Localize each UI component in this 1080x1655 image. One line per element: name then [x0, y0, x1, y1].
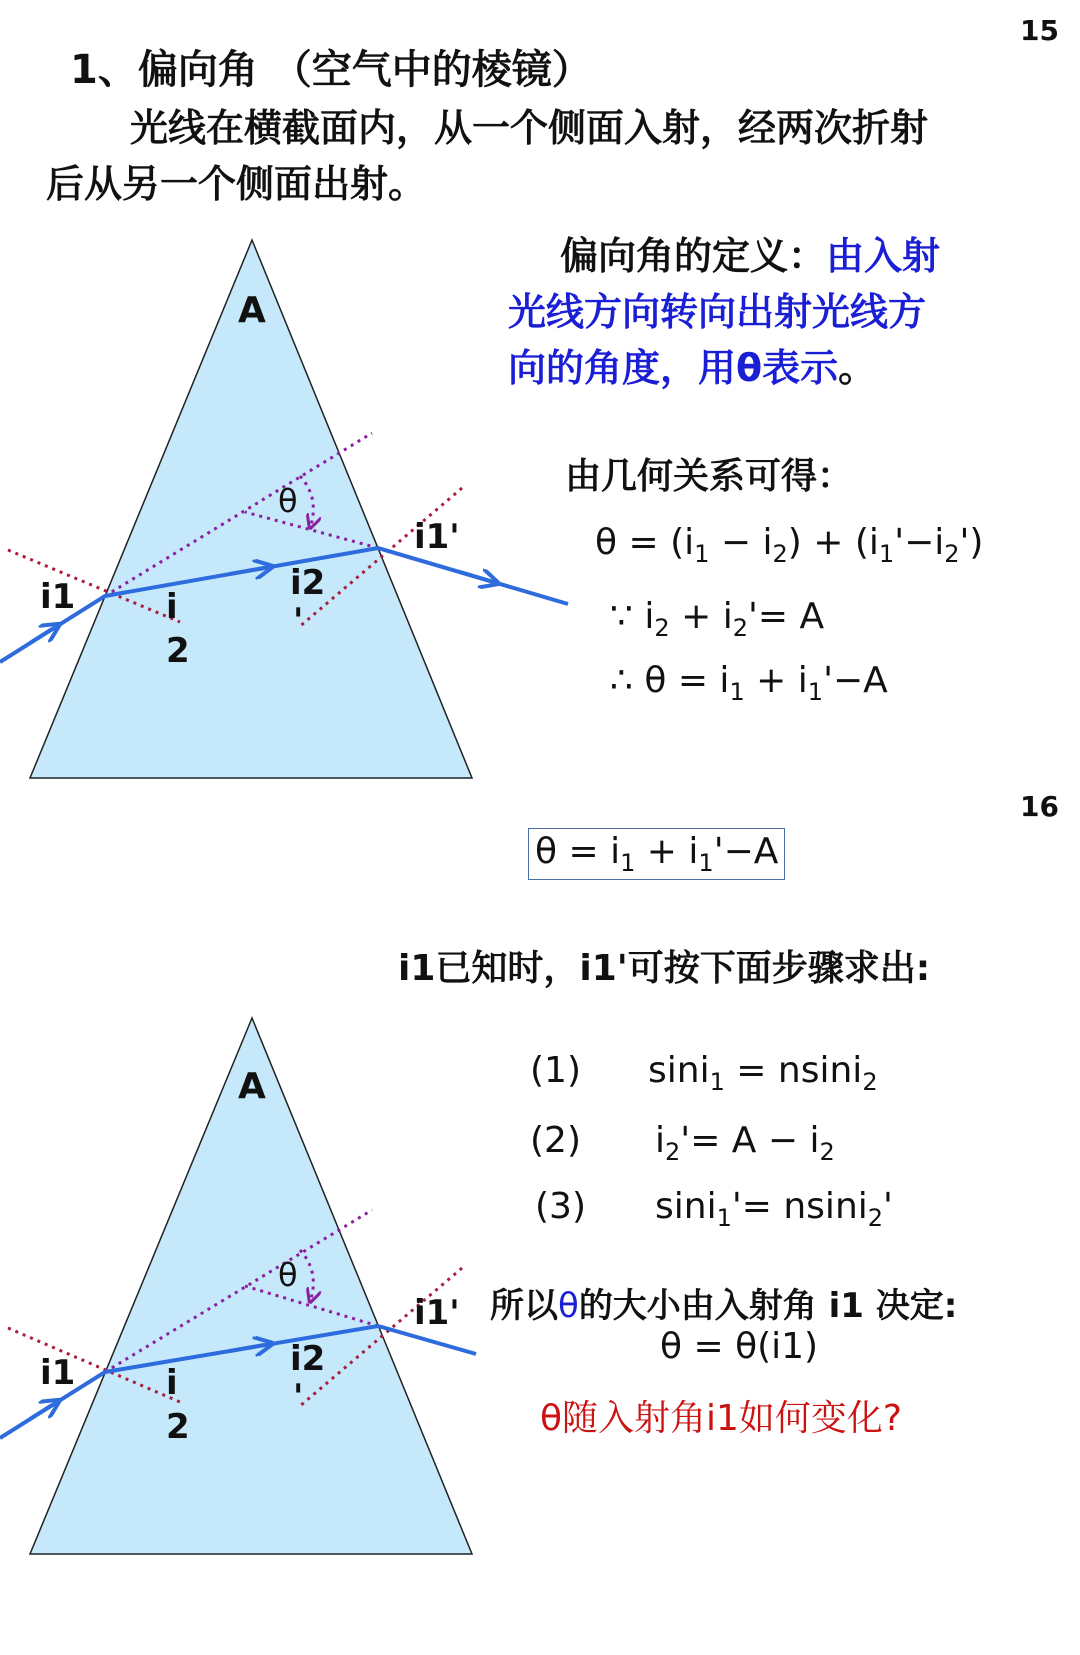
ray-arrow-in — [30, 1405, 52, 1419]
step-sub: 2 — [665, 1138, 681, 1167]
eq3-part: + i — [744, 660, 808, 701]
definition-line-2: 光线方向转向出射光线方 — [508, 290, 927, 334]
step-1 — [530, 1050, 581, 1091]
step-3-formula — [655, 1186, 893, 1232]
eq1-part: θ = (i — [595, 522, 695, 563]
boxed-sub: 1 — [698, 849, 714, 878]
apex-label: A — [238, 290, 266, 331]
i2p-mark: ' — [293, 1377, 304, 1417]
eq3-sub: 1 — [807, 678, 824, 707]
boxed-sub: 1 — [620, 849, 636, 878]
step-part: sini — [655, 1186, 717, 1227]
section-title: 1、偏向角 （空气中的棱镜） — [70, 47, 592, 93]
equation-1 — [595, 522, 983, 568]
definition-line-1 — [560, 228, 940, 284]
step-sub: 2 — [862, 1068, 878, 1097]
apex-label: A — [238, 1066, 266, 1107]
eq1-sub: 1 — [878, 540, 895, 569]
eq2-part: '= A — [747, 596, 825, 637]
step-3 — [535, 1186, 586, 1227]
step-part: ' — [883, 1186, 893, 1227]
step-2 — [530, 1120, 581, 1161]
eq1-sub: 1 — [694, 540, 710, 569]
i2-label: i — [166, 1363, 178, 1403]
theta-label: θ — [278, 482, 298, 520]
ray-arrow-in — [30, 629, 52, 643]
i2-label: i — [166, 587, 178, 627]
step-label: (1) — [530, 1050, 581, 1091]
step-part: '= A − i — [680, 1120, 820, 1161]
definition-end: 。 — [838, 346, 877, 390]
eq2-sub: 2 — [732, 614, 748, 643]
intro-line-1: 光线在横截面内，从一个侧面入射，经两次折射 — [130, 106, 929, 150]
eq1-sub: 2 — [772, 540, 788, 569]
eq1-part: ') — [959, 522, 984, 563]
step-label: (3) — [535, 1186, 586, 1227]
boxed-formula — [528, 828, 785, 880]
i1-label: i1 — [40, 577, 76, 617]
step-sub: 2 — [867, 1204, 884, 1233]
page-number-16: 16 — [1020, 790, 1059, 823]
step-label: (2) — [530, 1120, 581, 1161]
step-1-formula — [648, 1050, 878, 1096]
eq1-sub: 2 — [944, 540, 960, 569]
eq2-sub: 2 — [654, 614, 670, 643]
intro-line-2: 后从另一个侧面出射。 — [46, 162, 427, 206]
step-sub: 2 — [819, 1138, 835, 1167]
i2-sub-label: 2 — [166, 1407, 190, 1447]
eq1-part: ) + (i — [787, 522, 879, 563]
step-2-formula — [655, 1120, 835, 1166]
conclusion-formula: θ = θ(i1) — [660, 1326, 819, 1367]
conclusion-line — [490, 1278, 957, 1327]
eq2-part: + i — [669, 596, 733, 637]
i2p-mark: ' — [293, 601, 304, 641]
i1p-label: i1' — [414, 517, 460, 557]
conclusion-question: θ随入射角i1如何变化? — [540, 1398, 903, 1439]
i2p-label: i2 — [290, 1339, 326, 1379]
step-part: i — [655, 1120, 666, 1161]
step-part: '= nsini — [731, 1186, 868, 1227]
equation-3 — [610, 660, 888, 706]
eq1-part: '−i — [894, 522, 945, 563]
page-number-15: 15 — [1020, 14, 1059, 47]
prism-diagram-bottom — [0, 1010, 520, 1570]
theta-label: θ — [278, 1256, 298, 1294]
conclusion-post: 的大小由入射角 i1 决定: — [578, 1286, 958, 1326]
eq2-part: ∵ i — [610, 596, 655, 637]
definition-text-1: 由入射 — [826, 234, 941, 278]
step-sub: 1 — [716, 1204, 732, 1233]
boxed-part: θ = i — [535, 831, 621, 872]
definition-label: 偏向角的定义： — [560, 234, 827, 278]
geometry-heading: 由几何关系可得： — [565, 456, 854, 497]
conclusion-pre: 所以 — [490, 1286, 558, 1326]
step-part: = nsini — [724, 1050, 863, 1091]
eq3-part: ∴ θ = i — [610, 660, 730, 701]
prism-diagram-top — [0, 230, 600, 790]
eq3-part: '−A — [823, 660, 888, 701]
conclusion-theta: θ — [558, 1286, 579, 1326]
equation-2 — [610, 596, 824, 642]
i2p-label: i2 — [290, 563, 326, 603]
boxed-part: + i — [635, 831, 699, 872]
boxed-part: '−A — [713, 831, 779, 872]
i2-sub-label: 2 — [166, 631, 190, 671]
step-part: sini — [648, 1050, 710, 1091]
eq3-sub: 1 — [729, 678, 745, 707]
i1p-label: i1' — [414, 1293, 460, 1333]
definition-text-3: 向的角度，用θ表示 — [508, 346, 839, 390]
ray-arrow-out — [460, 572, 490, 581]
i1-label: i1 — [40, 1353, 76, 1393]
eq1-part: − i — [709, 522, 773, 563]
step-sub: 1 — [709, 1068, 725, 1097]
steps-heading: i1已知时，i1'可按下面步骤求出: — [398, 948, 931, 989]
